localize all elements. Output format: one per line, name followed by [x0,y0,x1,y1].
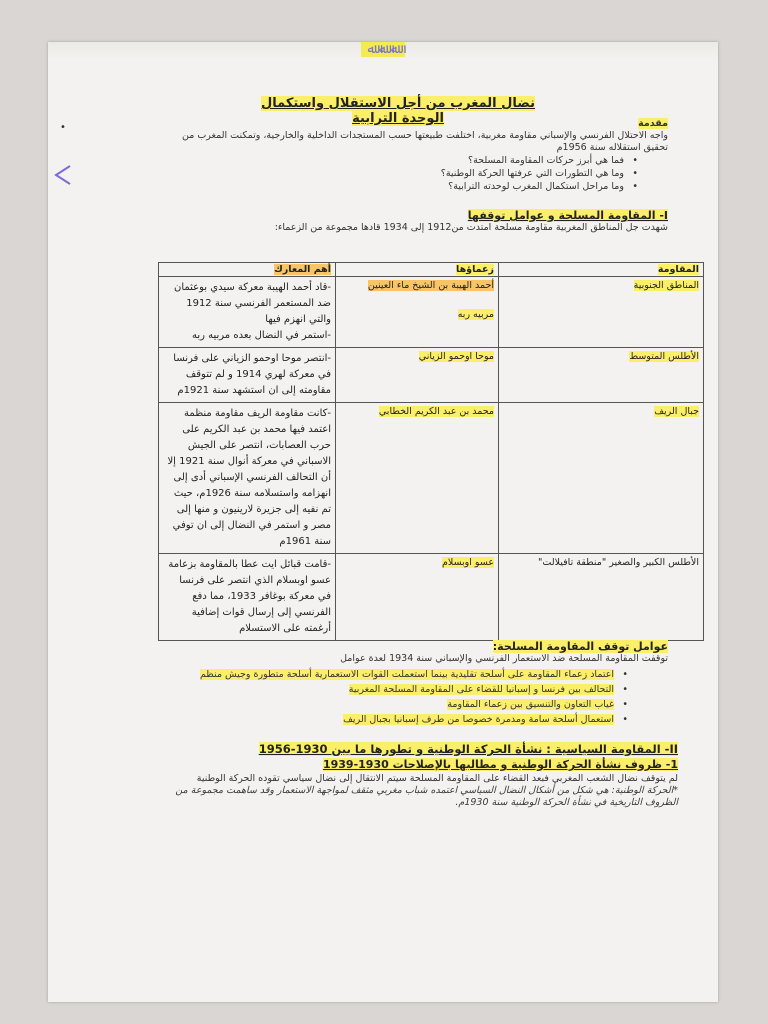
region-cell: المناطق الجنوبية [498,277,703,348]
battles-cell: -قاد أحمد الهيبة معركة سيدي بوعثمان ضد المستعمر الفرنسي سنة 1912 والتي انهزم فيها -استمر في النضال بعده مربيه ربه [159,277,336,348]
section2-heading: II- المقاومة السياسية : نشأة الحركة الوطنية و تطورها ما بين 1930-1956 [258,742,678,756]
section2-p2: *الحركة الوطنية: هي شكل من أشكال النضال السياسي اعتمده شباب مغربي مثقف لمواجهة الاستعمار وقد ساهمت مجموعة من [175,785,678,796]
intro-question: • وما مراحل استكمال المغرب لوحدته الترابية؟ [88,180,638,193]
section1-heading: I- المقاومة المسلحة و عوامل توقفها [467,209,668,222]
table-header-row [159,263,704,277]
leaders-cell: عسو اوبسلام [336,554,499,641]
factor-item: • التحالف بين فرنسا و إسبانيا للقضاء على المقاومة المسلحة المغربية [68,682,628,697]
section2-p3: الظروف التاريخية في نشأة الحركة الوطنية سنة 1930م. [455,797,678,808]
section2-p1: لم يتوقف نضال الشعب المغربي فبعد القضاء على المقاومة المسلحة سيتم الانتقال إلى نضال سياسي تقوده الحركة الوطنية [196,773,678,784]
top-scribble: ﷲ ﷲ ﷲ [48,42,718,60]
document-page [48,42,718,1002]
section1-line: شهدت جل المناطق المغربية مقاومة مسلحة امتدت من1912 إلى 1934 قادها مجموعة من الزعماء: [274,222,668,233]
factors-block [68,640,668,727]
battles-cell: -كانت مقاومة الريف مقاومة منظمة اعتمد فيها محمد بن عبد الكريم على حرب العصابات، انتصر على الجيش الاسباني في معركة أنوال سنة 1921 إلا أن التحالف الفرنسي الإسباني أدى إلى انهزامه واستسلامه سنة 1926م، حيث تم نفيه إلى جزيرة لارينيون و منها إلى مصر و استمر في النضال إلى ان توفي سنة 1961م [159,403,336,554]
margin-dot: • [60,122,66,133]
leaders-cell: أحمد الهيبة بن الشيخ ماء العينين مربيه ربه [336,277,499,348]
doc-title: نضال المغرب من أجل الاستقلال واستكمال الوحدة الترابية [261,96,535,126]
factors-line: توقفت المقاومة المسلحة ضد الاستعمار الفرنسي والإسباني سنة 1934 لعدة عوامل [340,653,668,664]
leaders-cell: موحا اوحمو الزياني [336,348,499,403]
table-row [159,348,704,403]
intro-heading: مقدمة [638,118,668,129]
factor-item: • اعتماد زعماء المقاومة على أسلحة تقليدية بينما استعملت القوات الاستعمارية أسلحة متطورة وجيش منظم [68,667,628,682]
section2 [58,742,678,809]
region-cell: الأطلس المتوسط [498,348,703,403]
col-header: المقاومة [498,263,703,277]
factor-item: • استعمال أسلحة سامة ومدمرة خصوصا من طرف إسبانيا بجبال الريف [68,712,628,727]
intro-line-2: تحقيق استقلاله سنة 1956م [556,142,668,153]
pen-mark-icon [52,164,74,186]
region-cell: الأطلس الكبير والصغير "منطقة تافيلالت" [498,554,703,641]
intro-question: • فما هي أبرز حركات المقاومة المسلحة؟ [88,154,638,167]
factors-list [68,667,628,727]
intro-questions [88,154,638,193]
resistance-table [158,262,704,641]
intro-block [88,118,668,193]
section2-sub: 1- ظروف نشأة الحركة الوطنية و مطالبها بالإصلاحات 1930-1939 [322,758,678,771]
region-cell: جبال الريف [498,403,703,554]
intro-question: • وما هي التطورات التي عرفتها الحركة الوطنية؟ [88,167,638,180]
leaders-cell: محمد بن عبد الكريم الخطابي [336,403,499,554]
col-header: زعماؤها [336,263,499,277]
battles-cell: -قامت قبائل ايت عطا بالمقاومة بزعامة عسو اوبسلام الذي انتصر على فرنسا في معركة بوغافر 1933، مما دفع الفرنسي إلى إرسال قوات إضافية أرغمته على الاستسلام [159,554,336,641]
factors-heading: عوامل توقف المقاومة المسلحة: [492,640,668,653]
table-row [159,277,704,348]
factor-item: • غياب التعاون والتنسيق بين زعماء المقاومة [68,697,628,712]
section1 [108,209,668,234]
intro-line-1: واجه الاحتلال الفرنسي والإسباني مقاومة مغربية، اختلفت طبيعتها حسب المستجدات الداخلية والخارجية، وتمكنت المغرب من [182,130,668,141]
table-row [159,403,704,554]
battles-cell: -انتصر موحا اوحمو الزياني على فرنسا في معركة لهري 1914 و لم تتوقف مقاومته إلى ان استشهد سنة 1921م [159,348,336,403]
col-header: أهم المعارك [159,263,336,277]
table-row [159,554,704,641]
